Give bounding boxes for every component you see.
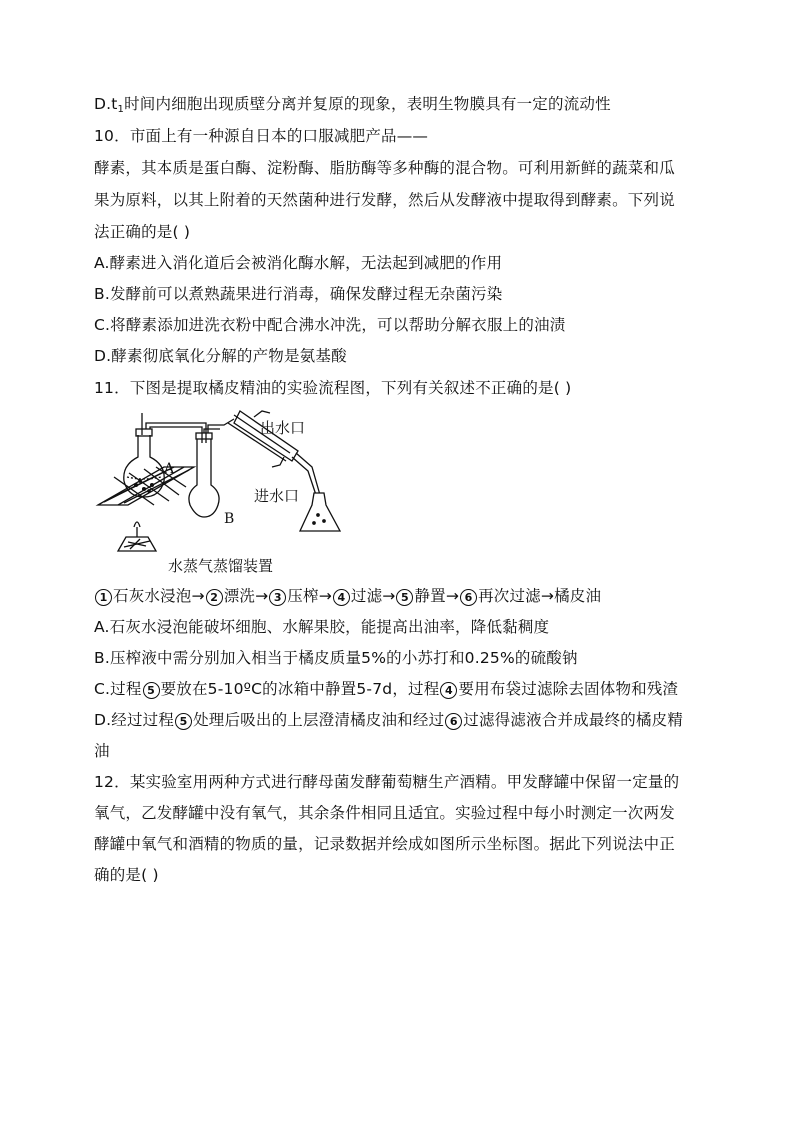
step-text: 压榨: [287, 587, 319, 605]
inlet-label: 进水口: [254, 487, 300, 505]
step-number: 5: [396, 589, 413, 606]
q10-stem-line-4: 法正确的是( ): [94, 223, 191, 241]
q10-option-a: A.酵素进入消化道后会被消化酶水解，无法起到减肥的作用: [94, 254, 503, 272]
q10-stem-line-1: 10．市面上有一种源自日本的口服减肥产品——: [94, 127, 429, 145]
outlet-label: 出水口: [260, 419, 306, 437]
q12-stem-line-2: 氧气，乙发酵罐中没有氧气，其余条件相同且适宜。实验过程中每小时测定一次两发: [94, 804, 675, 822]
q10-option-d: D.酵素彻底氧化分解的产物是氨基酸: [94, 347, 347, 365]
step-text: 过滤: [350, 587, 383, 605]
step-number: 4: [333, 589, 350, 606]
extraction-flow: [94, 586, 601, 606]
flask-b-label: B: [224, 511, 235, 527]
q11-option-d-continued: 油: [94, 742, 110, 760]
step-text: 再次过滤: [478, 587, 541, 605]
flow-arrow: →: [382, 587, 396, 605]
q12-stem-line-3: 酵罐中氧气和酒精的物质的量，记录数据并绘成如图所示坐标图。据此下列说法中正: [94, 835, 675, 853]
q11-stem: 11．下图是提取橘皮精油的实验流程图，下列有关叙述不正确的是( ): [94, 379, 572, 397]
step-number: 5: [175, 713, 192, 730]
q11-option-c: C.过程 5 要放在5-10ºC的冰箱中静置5-7d，过程 4 要用布袋过滤除去固体物和残渣: [94, 680, 679, 698]
flow-arrow: →: [318, 587, 332, 605]
step-number: 5: [143, 682, 160, 699]
flow-end: 橘皮油: [554, 587, 602, 605]
flow-arrow: →: [445, 587, 460, 605]
flow-arrow: →: [191, 587, 205, 605]
q11-option-b: B.压榨液中需分别加入相当于橘皮质量5%的小苏打和0.25%的硫酸钠: [94, 649, 578, 667]
steam-distillation-figure: [94, 405, 354, 580]
step-number: 4: [440, 682, 457, 699]
step-number: 6: [445, 713, 462, 730]
q10-stem-line-2: 酵素，其本质是蛋白酶、淀粉酶、脂肪酶等多种酶的混合物。可利用新鲜的蔬菜和瓜: [94, 159, 675, 177]
q12-stem-line-1: 12．某实验室用两种方式进行酵母菌发酵葡萄糖生产酒精。甲发酵罐中保留一定量的: [94, 773, 680, 791]
step-text: 漂洗: [223, 587, 256, 605]
step-number: 3: [269, 589, 286, 606]
distillation-apparatus-diagram: [94, 405, 354, 580]
q10-stem-line-3: 果为原料，以其上附着的天然菌种进行发酵，然后从发酵液中提取得到酵素。下列说: [94, 191, 675, 209]
q10-option-c: C.将酵素添加进洗衣粉中配合沸水冲洗，可以帮助分解衣服上的油渍: [94, 316, 566, 334]
step-number: 6: [460, 589, 477, 606]
step-text: 石灰水浸泡: [113, 587, 192, 605]
flow-arrow: →: [255, 587, 269, 605]
q11-option-a: A.石灰水浸泡能破坏细胞、水解果胶，能提高出油率，降低黏稠度: [94, 618, 550, 636]
q9-option-d: $D.t_1$时间内细胞出现质壁分离并复原的现象，表明生物膜具有一定的流动性: [94, 95, 611, 115]
flask-a-label: A: [164, 461, 175, 477]
step-number: 2: [206, 589, 223, 606]
q10-option-b: B.发酵前可以煮熟蔬果进行消毒，确保发酵过程无杂菌污染: [94, 285, 503, 303]
step-number: 1: [95, 589, 112, 606]
figure-caption: 水蒸气蒸馏装置: [168, 557, 274, 575]
flow-arrow: →: [540, 587, 555, 605]
q12-stem-line-4: 确的是( ): [94, 866, 159, 884]
q11-option-d: D.经过过程 5 处理后吸出的上层澄清橘皮油和经过 6 过滤得滤液合并成最终的橘皮精: [94, 711, 684, 729]
step-text: 静置: [414, 587, 446, 605]
